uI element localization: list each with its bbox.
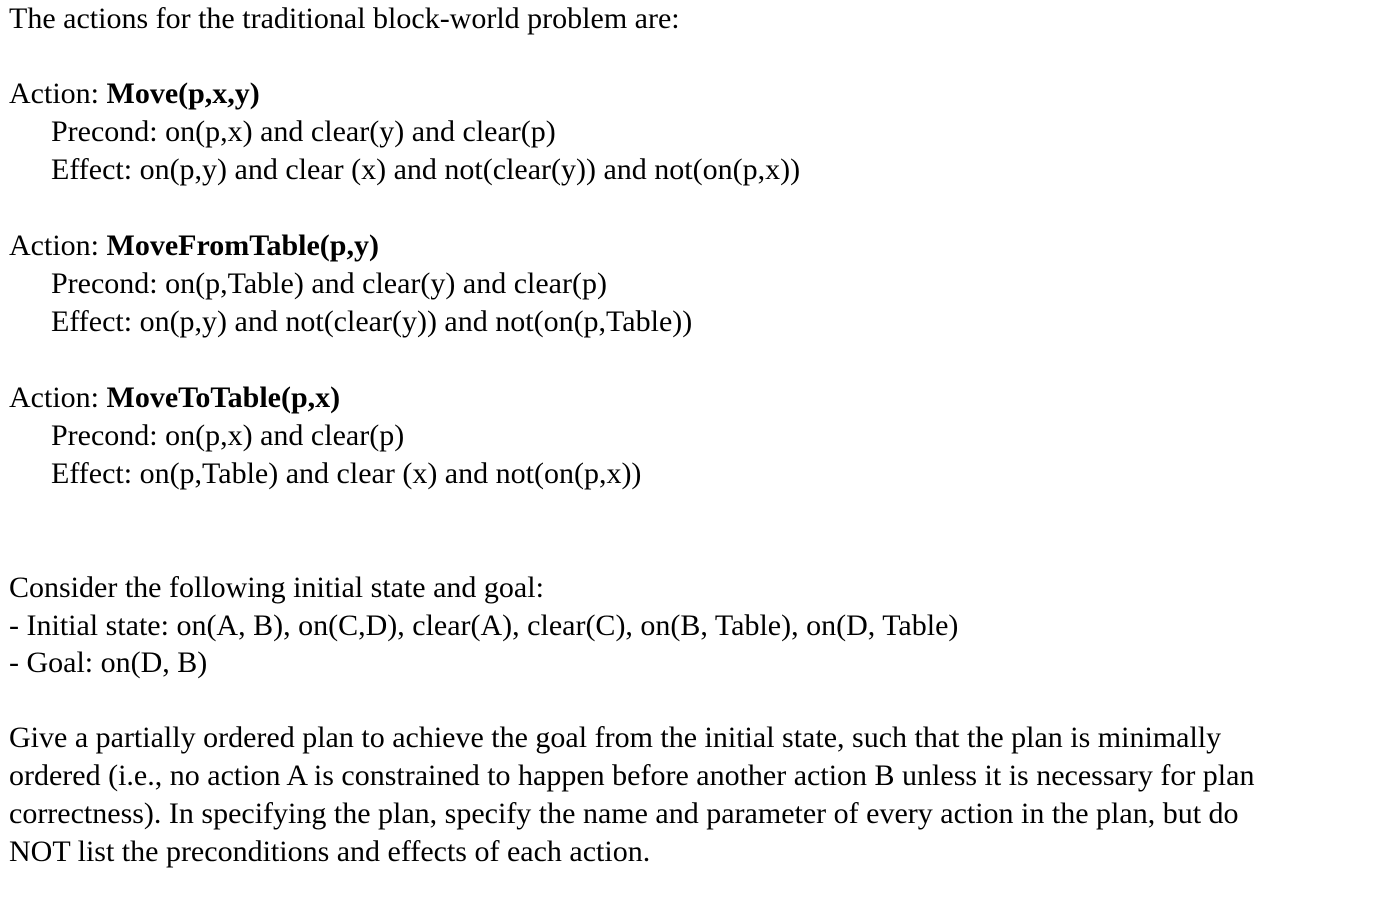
question-line: ordered (i.e., no action A is constrained to happen before another action B unless it is necessary for plan bbox=[9, 759, 1255, 792]
question-line: correctness). In specifying the plan, specify the name and parameter of every action in the plan, but do bbox=[9, 797, 1239, 830]
action-name: MoveToTable(p,x) bbox=[106, 381, 341, 414]
action-effect: Effect: on(p,Table) and clear (x) and not(on(p,x)) bbox=[51, 457, 642, 490]
action-heading-move bbox=[9, 75, 260, 113]
question-line: Give a partially ordered plan to achieve the goal from the initial state, such that the plan is minimally bbox=[9, 721, 1222, 754]
action-effect: Effect: on(p,y) and not(clear(y)) and not(on(p,Table)) bbox=[51, 305, 693, 338]
initial-state: - Initial state: on(A, B), on(C,D), clear(A), clear(C), on(B, Table), on(D, Table) bbox=[9, 609, 959, 642]
action-precond: Precond: on(p,Table) and clear(y) and clear(p) bbox=[51, 267, 607, 300]
action-prefix: Action: bbox=[9, 77, 107, 110]
action-prefix: Action: bbox=[9, 229, 107, 262]
action-precond: Precond: on(p,x) and clear(y) and clear(p) bbox=[51, 115, 556, 148]
action-prefix: Action: bbox=[9, 381, 107, 414]
action-heading-move-to-table bbox=[9, 379, 340, 417]
question-line: NOT list the preconditions and effects of each action. bbox=[9, 835, 651, 868]
action-name: Move(p,x,y) bbox=[106, 77, 260, 110]
action-effect: Effect: on(p,y) and clear (x) and not(clear(y)) and not(on(p,x)) bbox=[51, 153, 801, 186]
action-name: MoveFromTable(p,y) bbox=[106, 229, 379, 262]
action-precond: Precond: on(p,x) and clear(p) bbox=[51, 419, 405, 452]
problem-intro: Consider the following initial state and goal: bbox=[9, 571, 544, 604]
action-heading-move-from-table bbox=[9, 227, 379, 265]
goal: - Goal: on(D, B) bbox=[9, 646, 208, 679]
intro-text: The actions for the traditional block-world problem are: bbox=[9, 2, 680, 35]
